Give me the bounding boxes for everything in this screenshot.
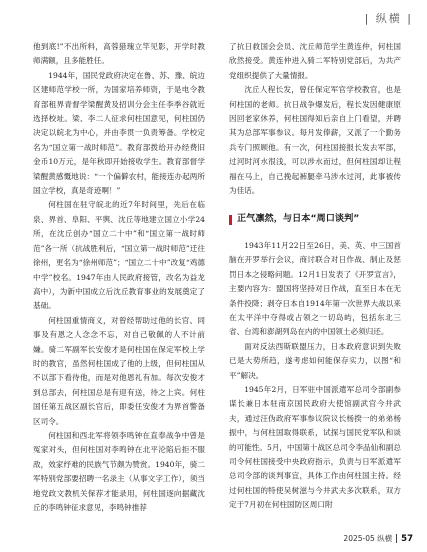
page-footer bbox=[343, 533, 413, 544]
paragraph: 1943年11月22日至26日，美、英、中三国首脑在开罗举行会议，商讨联合对日作战、制止及惩罚日本之侵略问题。12月1日发表了《开罗宣言》，主要内容为：盟国将坚持对日作战，直至日本在无条件投降；剥夺日本自1914年第一次世界大战以来在太平洋中夺得或占领之一切岛屿，包括东北三省、台湾和澎湖列岛在内的中国领土必须归还。 bbox=[229, 240, 401, 337]
paragraph: 沈丘人程长发，曾任保定军官学校教官，也是何柱国的老师。抗日战争爆发后，程长发因健康原因回老家休养，何柱国得知后亲自上门看望，并聘其为总部军事参议。每月发俸薪，又派了一个勤务兵专门照顾他。有一次，何柱国接报长发去军部，过河时河水很浅，可以涉水而过，但何柱国却让程福在马上，自己挽起裤腿牵马涉水过河，此事被传为佳话。 bbox=[229, 85, 401, 196]
heading-accent-bar bbox=[229, 215, 232, 225]
paragraph: 何柱国和西北军将领李鸣钟在直奉战争中曾是冤家对头，但何柱国对李鸣钟在北平沦陷后拒不服敌，效家纾难的民族气节颇为赞赏。1940年，骑二军特别党部要招聘一名录主（从事文字工作），须当地党政文教机关保荐才能录用，何柱国逐向据藏沈丘的李鸣钟征求意见，李鸣钟推荐 bbox=[33, 430, 205, 512]
section-label: | 纵横 | bbox=[364, 12, 413, 25]
section-heading bbox=[229, 212, 401, 226]
paragraph: 何柱国重情商义，对曾经帮助过他的长官、同事及有恩之人念念不忘，对自己敬佩的人不计前嫌。骑二军副军长安俊才是何柱国在保定军校上学时的教官，虽然何柱国成了他的上级，但何柱国从不以部下看待他，而是对他恩礼有加。每次安俊才到总部去，何柱国总是有迎有送，待之上宾。何柱国任第五战区副长官后，即委任安俊才为界首警备区司令。 bbox=[33, 315, 205, 426]
paragraph: 他到底!”不出所料，高蓉猎瑰立竿见影，开学时教师满额，且多能胜任。 bbox=[33, 42, 205, 66]
page-number: 57 bbox=[401, 533, 413, 544]
section-heading-text: 正气凛然，与日本“周口谈判” bbox=[237, 213, 360, 225]
footer-divider bbox=[396, 534, 397, 543]
paragraph: 1944年，国民党政府决定在鲁、苏、豫、皖边区建师范学校一所，为国家培养师资，于是电令教育部租界青督学梁醒黄及招训分会主任李季谷就近选择校址。梁、李二人征求何柱国意见，何柱国仍决定以皖北为中心，并由李贯一负责筹备。学校定名为“国立第一战时师范”。教育部拨给开办经费旧金币10万元，是年秋即开始接收学生。教育部督学梁醒黄感慨地说：“一个偏僻农村，能接连办起两所国立学校，真是奇迹啊！” bbox=[33, 70, 205, 196]
left-column bbox=[33, 40, 205, 515]
paragraph: 了抗日救国会会员、沈丘师范学生黄连仲，何柱国欣然接受。黄连仲进入骑二军特别党部后，为共产党组织提供了大量情报。 bbox=[229, 42, 401, 80]
right-column bbox=[229, 40, 401, 513]
issue-label: 2025-05 纵横 bbox=[343, 534, 393, 543]
paragraph: 面对反法西斯联盟压力，日本政府意识到失败已是大势所趋，遂考虑如何能保存实力，以图“和平”解决。 bbox=[229, 341, 401, 380]
page-header bbox=[0, 0, 427, 38]
paragraph: 1945年2月，日军驻中国派遣军总司令部副参谋长兼日本驻南京国民政府大使馆副武官今井武夫，通过汪伪政府军事参议院议长杨揆一的弟弟杨振中，与何柱国取得联系，试探与国民党军队和谈的可能性。5月，中国第十战区总司令李品仙和副总司令何柱国接受中央政府指示，负责与日军派遣军总司令部的谈判事宜，具体工作由何柱国主持。经过何柱国的特使吴树滋与今井武夫多次联系，双方定于7月初在何柱国防区周口附 bbox=[229, 384, 401, 510]
paragraph: 何柱国在驻守皖北的近7年时间里，先后在临泉、界首、阜阳、平舆、沈丘等地建立国立小学24所，在沈丘创办“国立二十中”和“国立第一战时师范”各一所（抗战胜利后，“国立第一战时师范”迁往徐州，更名为“徐州师范”；“国立二十中”改复“鸡德中学”校名。1947年由人民政府接管，改名为益龙高中），为新中国成立后沈丘教育事业的发展奠定了基础。 bbox=[33, 200, 205, 311]
